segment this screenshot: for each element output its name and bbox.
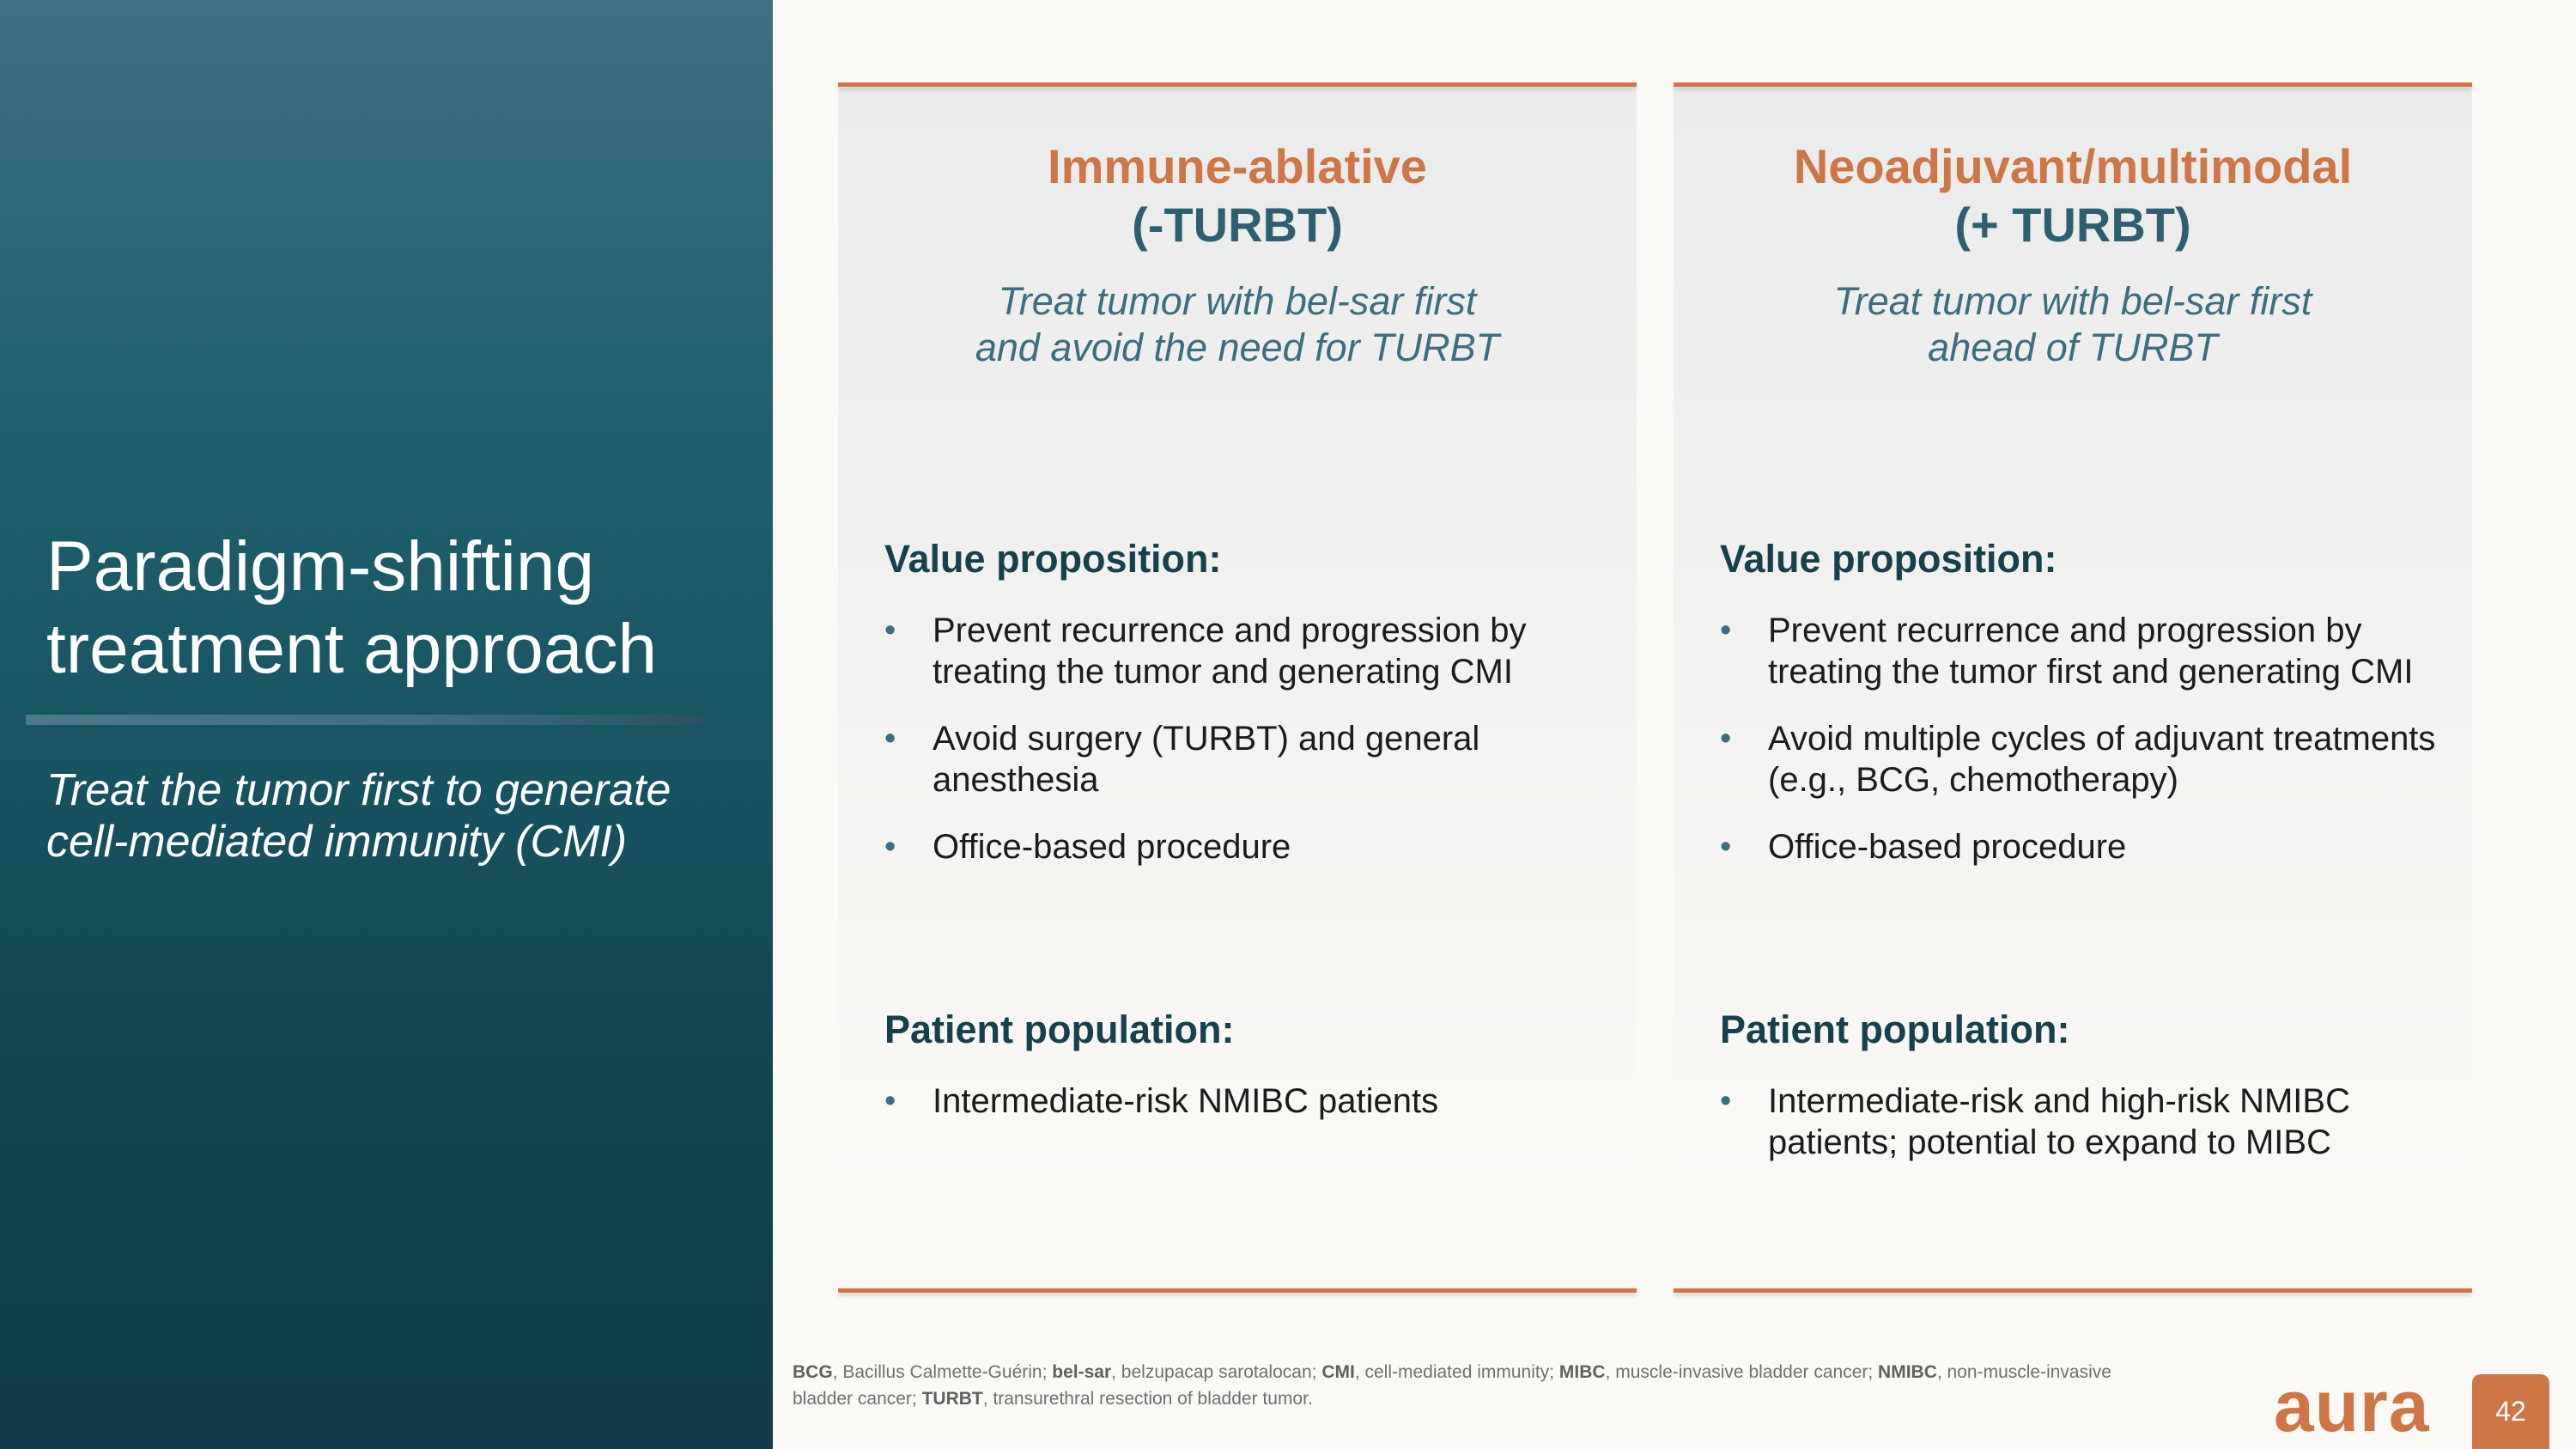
footnote-definition: , transurethral resection of bladder tumor. xyxy=(982,1389,1313,1409)
patient-population-list xyxy=(884,1081,1606,1148)
bullet-icon: • xyxy=(884,612,896,648)
card-immune-ablative xyxy=(838,82,1637,1199)
list-item-text: Office-based procedure xyxy=(1768,828,2127,866)
footnote-definition: , belzupacap sarotalocan; xyxy=(1111,1362,1322,1382)
card-tagline: Treat tumor with bel-sar first ahead of TURBT xyxy=(1833,279,2312,369)
card-top-rule xyxy=(838,82,1637,87)
slide-subtitle: Treat the tumor first to generate cell-mediated immunity (CMI) xyxy=(46,765,671,867)
card-title-line1: Neoadjuvant/multimodal xyxy=(1793,139,2353,193)
bullet-icon: • xyxy=(1720,721,1732,757)
footnote-term: NMIBC xyxy=(1878,1362,1937,1382)
value-proposition-heading: Value proposition: xyxy=(884,537,1222,581)
footnote-definition: , cell-mediated immunity; xyxy=(1354,1362,1559,1382)
page-number: 42 xyxy=(2472,1374,2549,1449)
bullet-icon: • xyxy=(884,1083,896,1119)
list-item xyxy=(1720,826,2441,868)
slide-title: Paradigm-shifting treatment approach xyxy=(46,527,658,688)
list-item xyxy=(884,610,1606,692)
footnote-term: BCG xyxy=(793,1362,833,1382)
list-item xyxy=(884,1081,1606,1122)
title-divider xyxy=(26,715,702,725)
card-title-line2: (-TURBT) xyxy=(1132,198,1343,252)
value-proposition-heading: Value proposition: xyxy=(1720,537,2057,581)
list-item xyxy=(884,826,1606,868)
list-item-text: Prevent recurrence and progression by treating the tumor first and generating CMI xyxy=(1768,612,2414,691)
value-proposition-list xyxy=(884,610,1606,893)
list-item-text: Office-based procedure xyxy=(933,828,1291,866)
list-item-text: Intermediate-risk and high-risk NMIBC patients; potential to expand to MIBC xyxy=(1768,1082,2350,1161)
patient-population-heading: Patient population: xyxy=(1720,1008,2070,1051)
card-neoadjuvant xyxy=(1674,82,2472,1199)
list-item-text: Prevent recurrence and progression by treating the tumor and generating CMI xyxy=(933,612,1527,691)
footnote-definition: , non-muscle-invasive bladder cancer; xyxy=(793,1362,2111,1409)
list-item xyxy=(884,718,1606,801)
list-item-text: Intermediate-risk NMIBC patients xyxy=(933,1082,1439,1120)
footnote-definition: , Bacillus Calmette-Guérin; xyxy=(832,1362,1053,1382)
footnote-term: TURBT xyxy=(921,1389,983,1409)
bullet-icon: • xyxy=(1720,829,1732,865)
footnote-term: bel-sar xyxy=(1052,1362,1112,1382)
aura-logo: aura xyxy=(2274,1366,2430,1446)
footnote-abbreviations xyxy=(793,1359,2166,1412)
footnote-term: CMI xyxy=(1321,1362,1355,1382)
list-item-text: Avoid surgery (TURBT) and general anesthesia xyxy=(933,720,1480,799)
value-proposition-list xyxy=(1720,610,2441,893)
bullet-icon: • xyxy=(884,721,896,757)
list-item-text: Avoid multiple cycles of adjuvant treatments (e.g., BCG, chemotherapy) xyxy=(1768,720,2436,799)
card-tagline: Treat tumor with bel-sar first and avoid the need for TURBT xyxy=(975,279,1500,369)
list-item xyxy=(1720,718,2441,801)
left-panel xyxy=(0,0,773,1449)
card-bottom-rule xyxy=(1674,1288,2472,1293)
card-bottom-rule xyxy=(838,1288,1637,1293)
card-title-line1: Immune-ablative xyxy=(1048,139,1427,193)
card-title xyxy=(1674,137,2472,254)
card-top-rule xyxy=(1674,82,2472,87)
list-item xyxy=(1720,1081,2441,1163)
bullet-icon: • xyxy=(884,829,896,865)
patient-population-heading: Patient population: xyxy=(884,1008,1235,1051)
card-title xyxy=(838,137,1637,254)
footnote-definition: , muscle-invasive bladder cancer; xyxy=(1605,1362,1879,1382)
card-title-line2: (+ TURBT) xyxy=(1954,198,2191,252)
patient-population-list xyxy=(1720,1081,2441,1189)
bullet-icon: • xyxy=(1720,1083,1732,1119)
footnote-term: MIBC xyxy=(1558,1362,1606,1382)
bullet-icon: • xyxy=(1720,612,1732,648)
list-item xyxy=(1720,610,2441,692)
